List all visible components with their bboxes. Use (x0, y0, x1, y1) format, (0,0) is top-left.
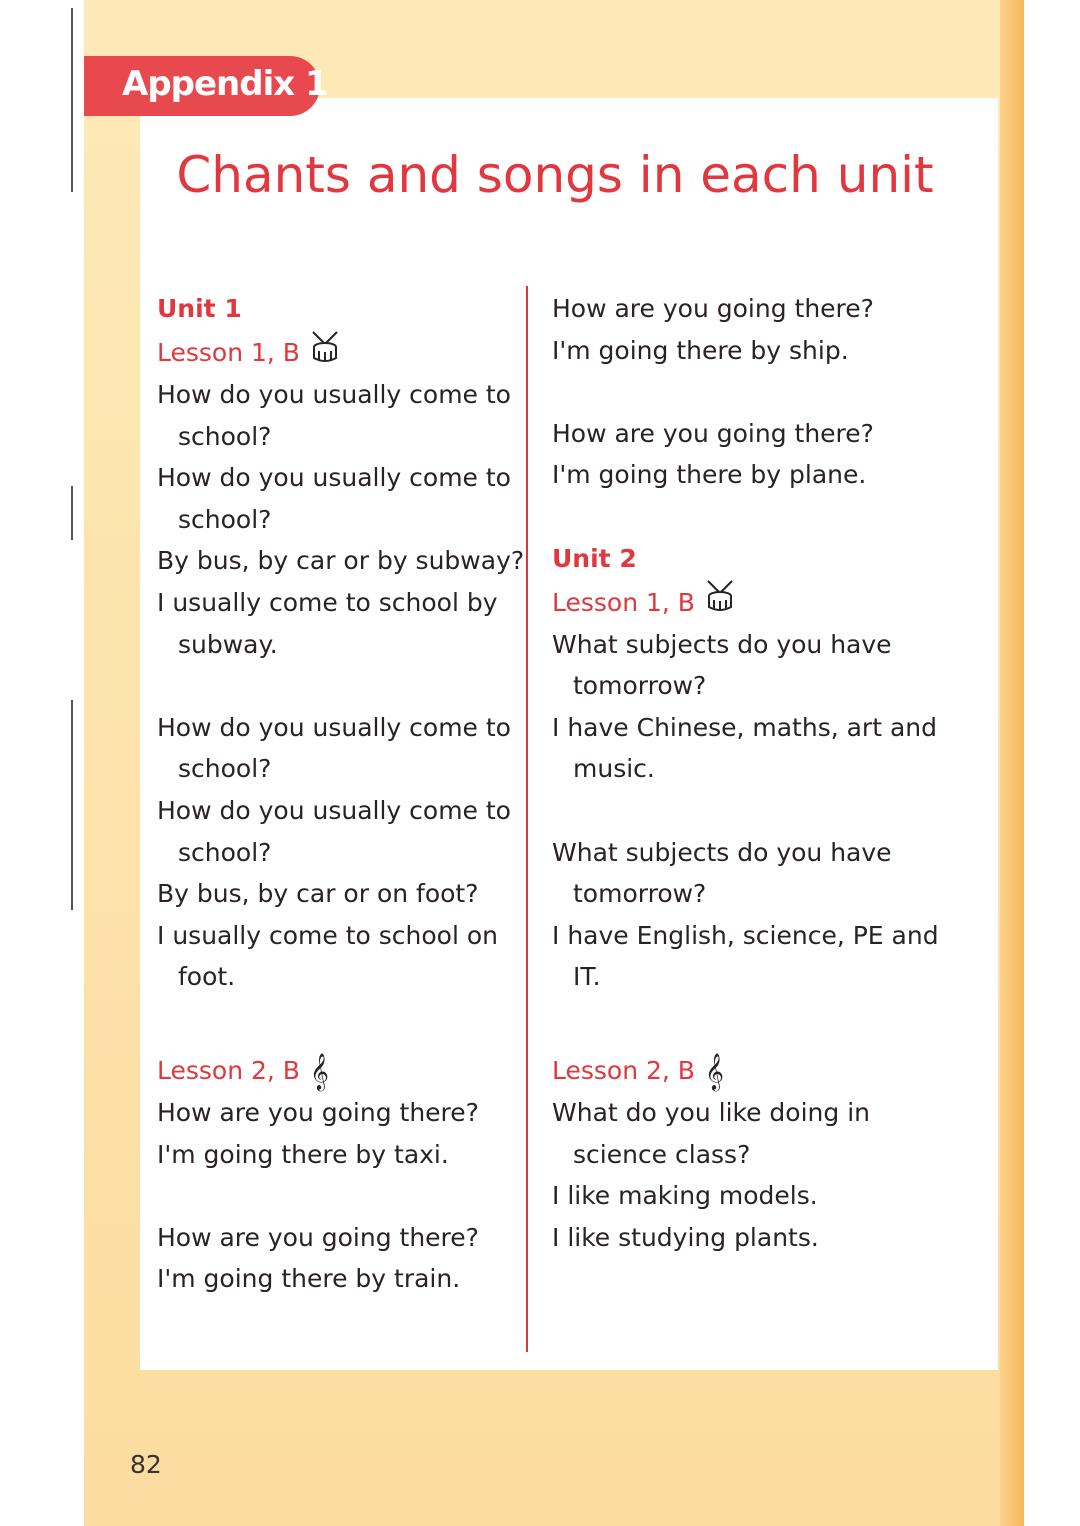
chant-line: subway. (178, 629, 278, 659)
chant-line: tomorrow? (573, 671, 707, 701)
stanza-gap (157, 1175, 517, 1217)
song-line: I like studying plants. (552, 1222, 819, 1252)
section-gap (552, 998, 992, 1050)
page-number: 82 (130, 1450, 162, 1479)
chant-line: How do you usually come to (157, 712, 511, 742)
left-gutter (0, 0, 84, 1526)
song-line: I'm going there by train. (157, 1264, 461, 1294)
lesson-heading (552, 582, 992, 624)
treble-clef-icon: 𝄞 (309, 1051, 329, 1090)
song-line: How are you going there? (552, 418, 874, 448)
gutter-line (71, 486, 73, 540)
lesson-label: Lesson 1, B (552, 587, 695, 617)
right-column (552, 288, 992, 1258)
stanza-gap (552, 371, 992, 413)
drum-icon (310, 330, 340, 377)
chant-line: tomorrow? (573, 879, 707, 909)
right-margin (1024, 0, 1080, 1526)
song-line: science class? (573, 1139, 751, 1169)
lesson-heading (552, 1050, 992, 1092)
gutter-line (71, 700, 73, 910)
treble-clef-icon: 𝄞 (704, 1051, 724, 1090)
lesson-heading (157, 1050, 517, 1092)
drum-icon (705, 579, 735, 626)
chant-line: school? (178, 504, 272, 534)
song-line: I'm going there by ship. (552, 335, 849, 365)
song-line: I'm going there by taxi. (157, 1139, 449, 1169)
chant-line: By bus, by car or by subway? (157, 546, 525, 576)
chant-line: How do you usually come to (157, 463, 511, 493)
section-gap (552, 496, 992, 538)
chant-line: school? (178, 754, 272, 784)
gutter-line (71, 8, 73, 192)
chant-line: I usually come to school on (157, 920, 498, 950)
appendix-tab-label: Appendix 1 (122, 64, 328, 104)
chant-line: What subjects do you have (552, 837, 892, 867)
lesson-label: Lesson 2, B (552, 1056, 695, 1086)
chant-line: I have Chinese, maths, art and (552, 712, 937, 742)
page-title: Chants and songs in each unit (176, 146, 934, 204)
stanza-gap (552, 790, 992, 832)
lesson-label: Lesson 2, B (157, 1056, 300, 1086)
song-line: How are you going there? (157, 1222, 479, 1252)
song-line: How are you going there? (552, 294, 874, 323)
unit-title: Unit 2 (552, 543, 637, 573)
chant-line: IT. (573, 962, 601, 992)
song-line: What do you like doing in (552, 1097, 870, 1127)
chant-line: How do you usually come to (157, 380, 511, 409)
chant-line: foot. (178, 962, 236, 992)
chant-line: school? (178, 837, 272, 867)
left-column (157, 288, 525, 1300)
paper-edge (1000, 0, 1024, 1526)
stanza-gap (157, 665, 517, 707)
song-line: How are you going there? (157, 1097, 479, 1127)
unit-title: Unit 1 (157, 294, 242, 323)
chant-line: I have English, science, PE and (552, 920, 939, 950)
lesson-heading (157, 332, 517, 374)
chant-line: By bus, by car or on foot? (157, 879, 479, 909)
lesson-label: Lesson 1, B (157, 338, 300, 368)
column-divider (526, 286, 528, 1352)
chant-line: school? (178, 421, 272, 451)
chant-line: I usually come to school by (157, 587, 498, 617)
section-gap (157, 998, 517, 1050)
song-line: I'm going there by plane. (552, 460, 867, 490)
chant-line: How do you usually come to (157, 795, 511, 825)
chant-line: music. (573, 754, 655, 784)
song-line: I like making models. (552, 1181, 818, 1211)
chant-line: What subjects do you have (552, 629, 892, 659)
